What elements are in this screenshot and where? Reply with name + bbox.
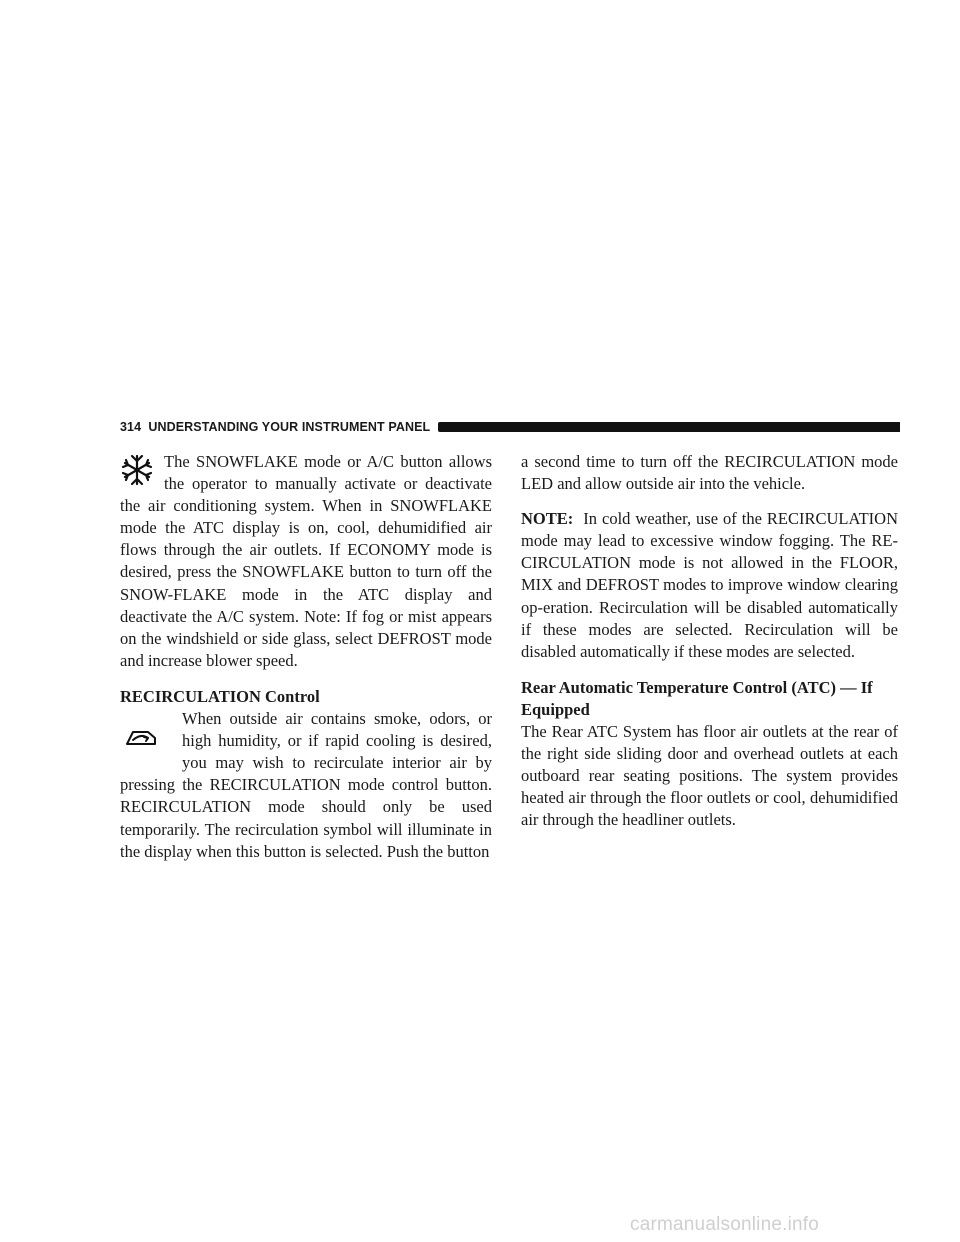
page-header-text	[120, 420, 430, 434]
recirculation-section	[120, 708, 492, 863]
note-text: In cold weather, use of the RECIRCULATION mode may lead to excessive window fogging. The RE-CIRCULATION mode is not allowed in the FLOOR, MIX and DEFROST modes to improve window clearing op-eration. Recirculation will be disabled automatically if these modes are selected. Recirculation will be disabled automatically if these modes are selected.	[521, 509, 898, 661]
recirculation-icon	[120, 710, 164, 772]
left-column	[120, 451, 492, 863]
rear-atc-paragraph: The Rear ATC System has floor air outlets at the rear of the right side sliding door and overhead outlets at each outboard rear seating positions. The system provides heated air through the floor outlets or cool, dehumidified air through the headliner outlets.	[521, 722, 898, 830]
snowflake-section	[120, 451, 492, 672]
note-label: NOTE:	[521, 509, 574, 529]
watermark: carmanualsonline.info	[630, 1214, 820, 1235]
snowflake-paragraph: The SNOWFLAKE mode or A/C button allows the operator to manually activate or deactivate the air conditioning system. When in SNOWFLAKE mode the ATC display is on, cool, dehumidified air flows through the air outlets. If ECONOMY mode is desired, press the SNOWFLAKE button to turn off the SNOW-FLAKE mode in the ATC display and deactivate the A/C system. Note: If fog or mist appears on the windshield or side glass, select DEFROST mode and increase blower speed.	[120, 452, 492, 670]
section-title: UNDERSTANDING YOUR INSTRUMENT PANEL	[148, 420, 431, 434]
recirculation-continuation: a second time to turn off the RECIRCULATION mode LED and allow outside air into the vehicle.	[521, 452, 898, 494]
recirculation-paragraph: When outside air contains smoke, odors, or high humidity, or if rapid cooling is desired, you may wish to recirculate interior air by pressing the RECIRCULATION mode control button. RECIRCULATION mode should only be used temporarily. The recirculation symbol will illuminate in the display when this button is selected. Push the button	[120, 709, 492, 861]
snowflake-icon	[120, 453, 154, 489]
right-column	[521, 451, 898, 832]
note-paragraph	[521, 508, 898, 663]
recirculation-heading: RECIRCULATION Control	[120, 686, 320, 706]
page-header	[120, 420, 900, 434]
rear-atc-heading: Rear Automatic Temperature Control (ATC) — If Equipped	[521, 677, 873, 719]
page-number: 314	[120, 420, 142, 434]
header-rule	[438, 422, 900, 432]
